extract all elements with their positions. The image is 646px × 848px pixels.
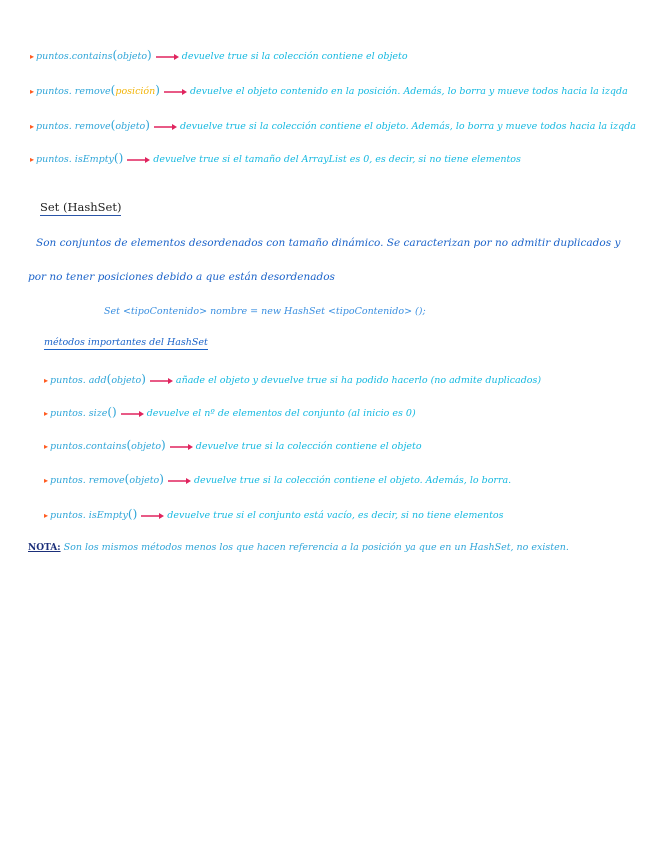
method-arg: posición bbox=[115, 86, 156, 97]
method-arg: objeto bbox=[131, 441, 162, 452]
method-arg: objeto bbox=[117, 51, 148, 62]
arrow-icon bbox=[126, 156, 150, 164]
method-description: añade el objeto y devuelve true si ha podido hacerlo (no admite duplicados) bbox=[175, 375, 542, 386]
method-arg: objeto bbox=[115, 121, 146, 132]
method-name: puntos. remove bbox=[36, 121, 111, 132]
method-description: devuelve true si el conjunto está vacío, es decir, si no tiene elementos bbox=[167, 510, 504, 521]
method-arg: objeto bbox=[129, 475, 160, 486]
bullet-icon: ▸ bbox=[30, 87, 35, 96]
method-description: devuelve true si la colección contiene el objeto. Además, lo borra y mueve todos hacia la izqda bbox=[179, 121, 636, 132]
method-row: ▸ puntos.contains(objeto) devuelve true si la colección contiene el objeto bbox=[30, 48, 408, 62]
method-name: puntos.contains bbox=[36, 51, 113, 62]
method-name: puntos. isEmpty bbox=[50, 510, 128, 521]
method-row: ▸ puntos. remove(posición) devuelve el objeto contenido en la posición. Además, lo borra y mueve todos hacia la izqda bbox=[30, 83, 628, 97]
note-label: NOTA: bbox=[28, 543, 61, 553]
subheading: métodos importantes del HashSet bbox=[44, 337, 208, 348]
arrow-icon bbox=[163, 88, 187, 96]
method-row: ▸ puntos. isEmpty() devuelve true si el tamaño del ArrayList es 0, es decir, si no tiene elementos bbox=[30, 151, 521, 165]
arrow-icon bbox=[153, 123, 177, 131]
paragraph-line-2: por no tener posiciones debido a que están desordenados bbox=[28, 271, 335, 283]
subheading-row bbox=[44, 336, 208, 350]
code-declaration: Set <tipoContenido> nombre = new HashSet <tipoContenido> (); bbox=[104, 306, 426, 317]
bullet-icon: ▸ bbox=[44, 476, 49, 485]
bullet-icon: ▸ bbox=[44, 511, 49, 520]
note bbox=[28, 541, 569, 555]
arrow-icon bbox=[167, 477, 191, 485]
method-name: puntos. isEmpty bbox=[36, 154, 114, 165]
note-text: Son los mismos métodos menos los que hacen referencia a la posición ya que en un HashSet, no existen. bbox=[63, 542, 569, 553]
method-name: puntos.contains bbox=[50, 441, 127, 452]
method-row: ▸ puntos. add(objeto) añade el objeto y devuelve true si ha podido hacerlo (no admite duplicados) bbox=[44, 372, 542, 386]
method-row: ▸ puntos. remove(objeto) devuelve true si la colección contiene el objeto. Además, lo borra y mueve todos hacia la izqda bbox=[30, 118, 636, 132]
section-heading: Set (HashSet) bbox=[40, 200, 122, 214]
bullet-icon: ▸ bbox=[44, 409, 49, 418]
method-row: ▸ puntos. isEmpty() devuelve true si el conjunto está vacío, es decir, si no tiene elementos bbox=[44, 507, 504, 521]
paragraph-line-1: Son conjuntos de elementos desordenados con tamaño dinámico. Se caracterizan por no admitir duplicados y bbox=[36, 237, 621, 249]
method-arg: objeto bbox=[111, 375, 142, 386]
method-row: ▸ puntos. size() devuelve el nº de elementos del conjunto (al inicio es 0) bbox=[44, 405, 416, 419]
arrow-icon bbox=[120, 410, 144, 418]
method-row: ▸ puntos.contains(objeto) devuelve true si la colección contiene el objeto bbox=[44, 438, 422, 452]
method-description: devuelve true si el tamaño del ArrayList es 0, es decir, si no tiene elementos bbox=[153, 154, 521, 165]
method-description: devuelve true si la colección contiene el objeto bbox=[195, 441, 422, 452]
bullet-icon: ▸ bbox=[44, 376, 49, 385]
method-description: devuelve true si la colección contiene el objeto. Además, lo borra. bbox=[193, 475, 512, 486]
method-name: puntos. remove bbox=[50, 475, 125, 486]
arrow-icon bbox=[149, 377, 173, 385]
method-name: puntos. add bbox=[50, 375, 107, 386]
arrow-icon bbox=[140, 512, 164, 520]
bullet-icon: ▸ bbox=[30, 155, 35, 164]
method-name: puntos. size bbox=[50, 408, 108, 419]
arrow-icon bbox=[169, 443, 193, 451]
bullet-icon: ▸ bbox=[30, 52, 35, 61]
method-description: devuelve true si la colección contiene el objeto bbox=[181, 51, 408, 62]
method-row: ▸ puntos. remove(objeto) devuelve true si la colección contiene el objeto. Además, lo borra. bbox=[44, 472, 512, 486]
bullet-icon: ▸ bbox=[44, 442, 49, 451]
method-description: devuelve el nº de elementos del conjunto (al inicio es 0) bbox=[146, 408, 416, 419]
section-heading-row bbox=[40, 200, 121, 216]
method-description: devuelve el objeto contenido en la posición. Además, lo borra y mueve todos hacia la izqda bbox=[189, 86, 628, 97]
arrow-icon bbox=[155, 53, 179, 61]
method-name: puntos. remove bbox=[36, 86, 111, 97]
bullet-icon: ▸ bbox=[30, 122, 35, 131]
